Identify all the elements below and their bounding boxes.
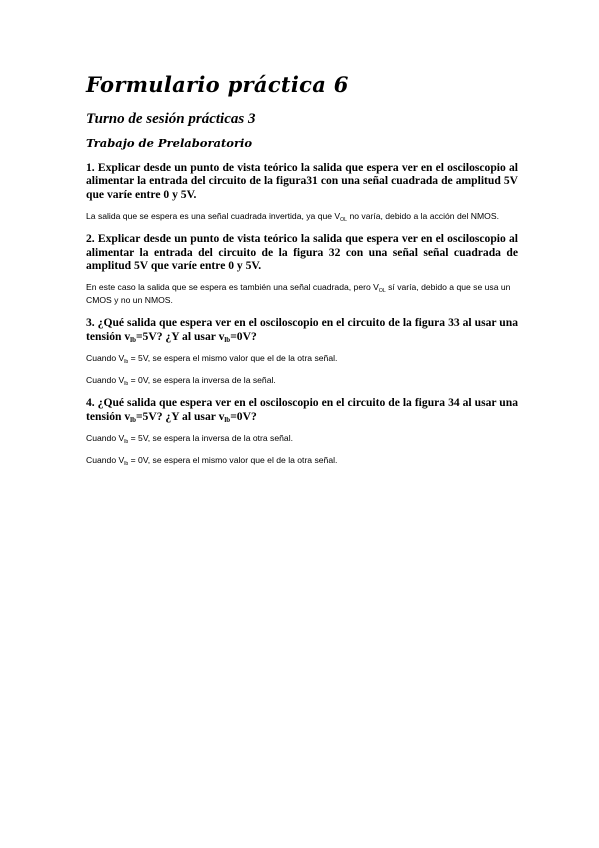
answer-2: En este caso la salida que se espera es también una señal cuadrada, pero $V_{OL}$ sí varía, debido a que se usa un CMOS y no un NMOS. [86, 282, 511, 306]
question-4: 4. ¿Qué salida que espera ver en el osciloscopio en el circuito de la figura 34 al usar una tensión $v_{lb}=5V$? ¿Y al usar $v_{lb}=0V$? [86, 396, 518, 424]
document-page [86, 72, 518, 476]
question-1: 1. Explicar desde un punto de vista teórico la salida que espera ver en el osciloscopio al alimentar la entrada del circuito de la figura31 con una señal cuadrada de amplitud 5V que varíe entre 0 y 5V. [86, 161, 518, 201]
answer-4a: Cuando $V_{lb} = 5V$, se espera la inversa de la otra señal. [86, 433, 293, 446]
answer-3a: Cuando $V_{lb} = 5V$, se espera el mismo valor que el de la otra señal. [86, 353, 338, 366]
answer-4b: Cuando $V_{lb} = 0V$, se espera el mismo valor que el de la otra señal. [86, 455, 338, 468]
section-heading: Trabajo de Prelaboratorio [86, 136, 253, 150]
question-2: 2. Explicar desde un punto de vista teórico la salida que espera ver en el osciloscopio al alimentar la entrada del circuito de la figura 32 con una señal señal cuadrada de amplitud 5V que varíe entre 0 y 5V. [86, 232, 518, 273]
document-subtitle: Turno de sesión prácticas 3 [86, 111, 256, 127]
answer-1: La salida que se espera es una señal cuadrada invertida, ya que $V_{OL}$ no varía, debido a la acción del NMOS. [86, 211, 499, 224]
question-3: 3. ¿Qué salida que espera ver en el osciloscopio en el circuito de la figura 33 al usar una tensión $v_{lb}=5V$? ¿Y al usar $v_{lb}=0V$? [86, 316, 518, 344]
document-title: Formulario práctica 6 [86, 72, 349, 97]
answer-3b: Cuando $V_{lb} = 0V$, se espera la inversa de la señal. [86, 375, 276, 388]
